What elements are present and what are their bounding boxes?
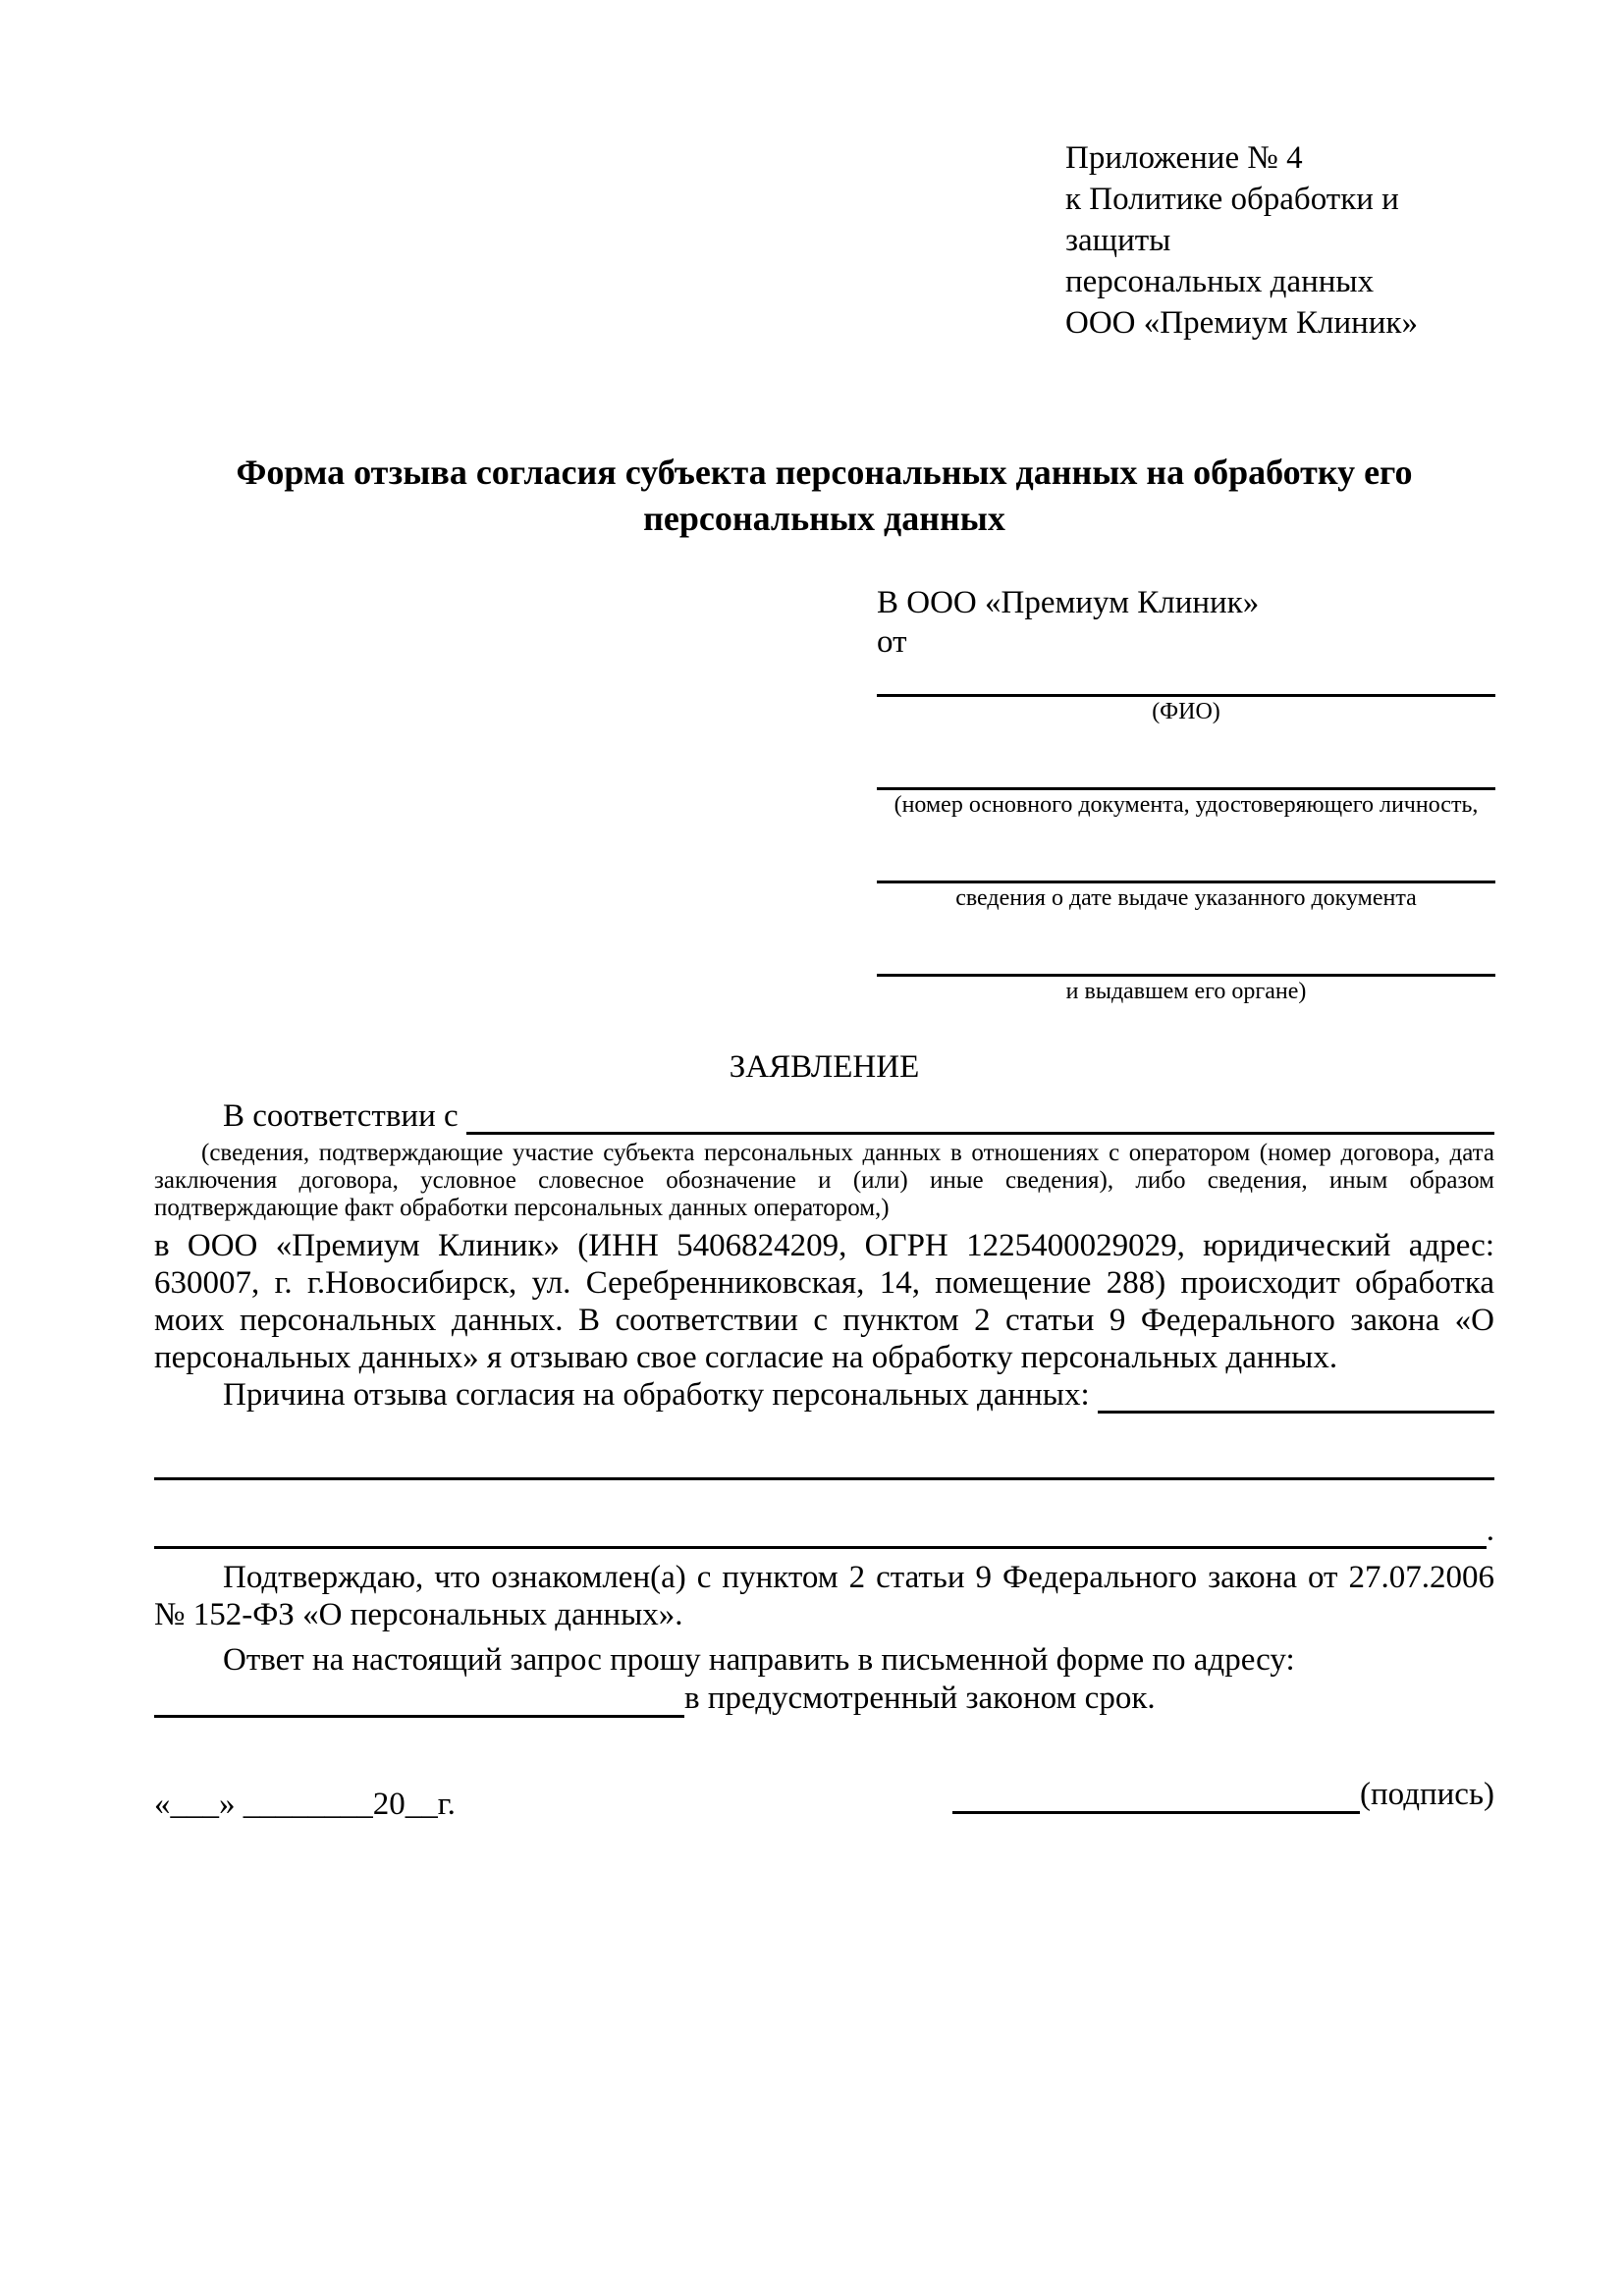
addressee-from-label: от — [877, 624, 907, 660]
addressee-block — [877, 583, 1495, 1005]
appendix-line-4: ООО «Премиум Клиник» — [1065, 305, 1418, 341]
fio-field-caption: (ФИО) — [1152, 699, 1220, 724]
appendix-line-1: Приложение № 4 — [1065, 140, 1303, 176]
accordance-prefix: В соответствии с — [223, 1098, 459, 1134]
accordance-note: (сведения, подтверждающие участие субъекта персональных данных в отношениях с оператором (номер договора, дата заключения договора, условное словесное обозначение и (или) иные сведения), либо сведения, иным образом подтверждающие факт обработки персональных данных оператором,) — [154, 1140, 1494, 1221]
reason-row — [154, 1376, 1494, 1414]
reply-address-field-line[interactable] — [154, 1684, 684, 1718]
reason-field-line-short[interactable] — [1098, 1380, 1494, 1414]
issue-date-field-caption: сведения о дате выдаче указанного документа — [955, 885, 1417, 911]
reason-field-line-2-row — [154, 1512, 1494, 1549]
reply-address-row — [154, 1679, 1494, 1718]
document-number-field-line[interactable] — [877, 765, 1495, 790]
appendix-header — [1065, 137, 1494, 344]
signature-group — [952, 1775, 1494, 1814]
issuing-authority-field-line[interactable] — [877, 951, 1495, 977]
appendix-line-3: персональных данных — [1065, 264, 1375, 299]
document-title: Форма отзыва согласия субъекта персональных данных на обработку его персональных данных — [236, 453, 1413, 538]
document-number-field-caption: (номер основного документа, удостоверяющего личность, — [893, 792, 1479, 818]
reply-tail-text: в предусмотренный законом срок. — [684, 1681, 1156, 1716]
fio-field-line[interactable] — [877, 671, 1495, 697]
date-fill-line[interactable]: «___» ________20__г. — [154, 1787, 456, 1822]
reply-paragraph: Ответ на настоящий запрос прошу направить в письменной форме по адресу: — [223, 1642, 1295, 1678]
issue-date-field-line[interactable] — [877, 858, 1495, 883]
date-signature-row — [154, 1775, 1494, 1824]
issuing-authority-field-caption: и выдавшем его органе) — [1065, 979, 1307, 1004]
reason-field-line-1[interactable] — [154, 1451, 1494, 1480]
accordance-field-line[interactable] — [466, 1101, 1494, 1135]
reason-end-period: . — [1486, 1513, 1494, 1548]
confirm-paragraph: Подтверждаю, что ознакомлен(а) с пунктом 2 статьи 9 Федерального закона от 27.07.2006 № 152-ФЗ «О персональных данных». — [154, 1560, 1494, 1632]
addressee-to: В ООО «Премиум Клиник» — [877, 585, 1260, 620]
main-paragraph: в ООО «Премиум Клиник» (ИНН 5406824209, ОГРН 1225400029029, юридический адрес: 630007, г. г.Новосибирск, ул. Серебренниковская, 14, помещение 288) происходит обработка моих персональных данных. В соответствии с пунктом 2 статьи 9 Федерального закона «О персональных данных» я отзываю свое согласие на обработку персональных данных. — [154, 1228, 1494, 1375]
signature-caption: (подпись) — [1360, 1777, 1494, 1812]
signature-field-line[interactable] — [952, 1781, 1360, 1814]
appendix-line-2: к Политике обработки и защиты — [1065, 182, 1399, 258]
reason-label: Причина отзыва согласия на обработку персональных данных: — [223, 1377, 1090, 1413]
accordance-row — [154, 1097, 1494, 1135]
statement-heading: ЗАЯВЛЕНИЕ — [729, 1049, 920, 1085]
reason-field-line-2[interactable] — [154, 1516, 1487, 1549]
